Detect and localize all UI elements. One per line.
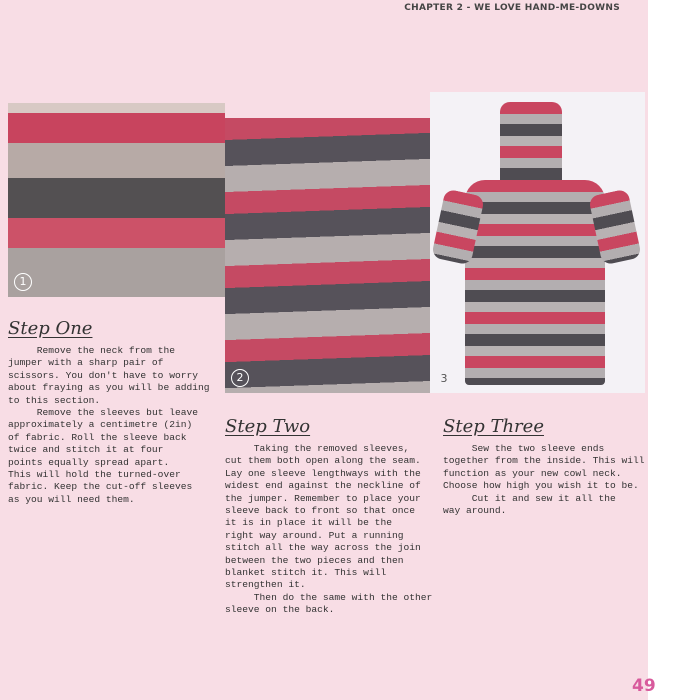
step-paragraph: Remove the neck from the jumper with a sharp pair of scissors. You don't have to worry about fraying as you will be adding to this section. — [8, 345, 210, 406]
photo-number: 2 — [231, 369, 249, 387]
step-title: Step Two — [225, 416, 311, 437]
step-paragraph: Then do the same with the other sleeve on the back. — [225, 591, 433, 616]
step-title: Step Three — [443, 416, 544, 437]
step-paragraph: Sew the two sleeve ends together from the inside. This will function as your new cowl neck. Choose how high you wish it to be. — [443, 443, 645, 492]
sweater-body — [465, 180, 605, 385]
page-number: 49 — [632, 676, 656, 696]
step-paragraph: Remove the sleeves but leave approximately a centimetre (2in) of fabric. Roll the sleeve back twice and stitch it at four points equally spread apart. This will hold the turned-over fabric. Keep the cut-off sleeves as you will need them. — [8, 407, 198, 505]
step-paragraph: Taking the removed sleeves, cut them both open along the seam. Lay one sleeve lengthways with the widest end against the neckline of the jumper. Remember to place your sleeve back to front so that once it is in place it will be the right way around. Put a running stitch all the way across the join between the two pieces and then blanket stitch it. This will strengthen it. — [225, 443, 421, 591]
photo-number: 1 — [14, 273, 32, 291]
step-paragraph: Cut it and sew it all the way around. — [443, 492, 616, 517]
photo-number: 3 — [440, 372, 448, 385]
step-title: Step One — [8, 318, 93, 339]
step-two — [225, 416, 435, 617]
step-three — [443, 416, 648, 517]
cowl-neck — [500, 102, 562, 192]
photo-step-two — [225, 118, 430, 393]
step-one — [8, 318, 223, 506]
photo-step-three — [430, 92, 645, 393]
chapter-header: CHAPTER 2 - WE LOVE HAND-ME-DOWNS — [404, 3, 620, 13]
photo-step-one — [8, 103, 225, 297]
